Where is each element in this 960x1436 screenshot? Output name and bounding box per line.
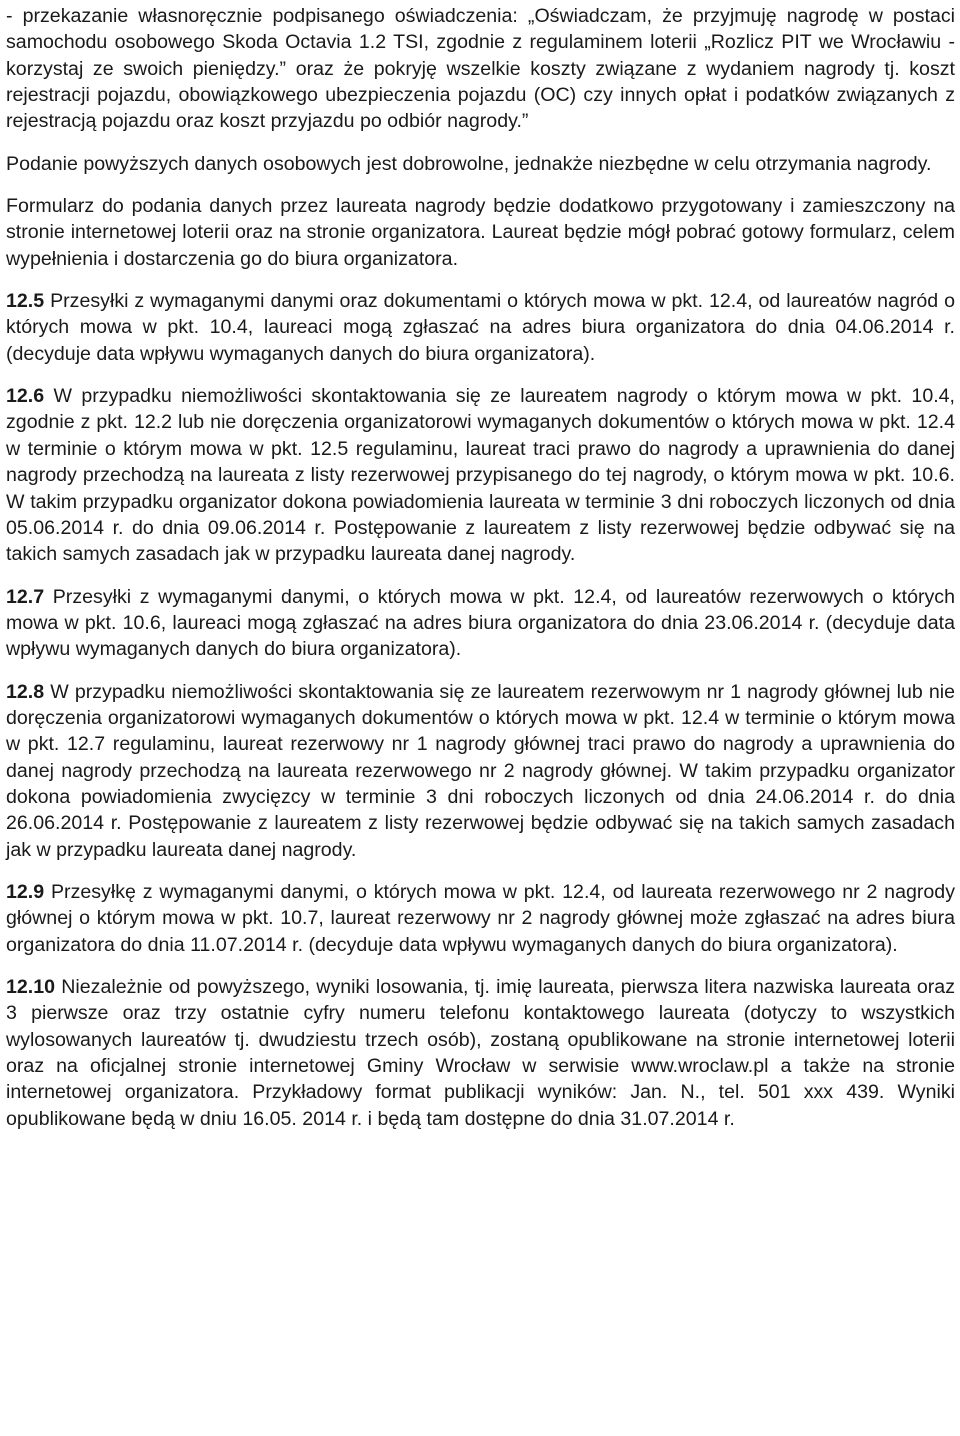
paragraph-text: Podanie powyższych danych osobowych jest dobrowolne, jednakże niezbędne w celu otrzymania nagrody. [6,152,932,175]
section-number: 12.6 [6,385,45,408]
section-12-7 [6,584,955,663]
section-12-6 [6,383,955,567]
section-text: Niezależnie od powyższego, wyniki losowania, tj. imię laureata, pierwsza litera nazwiska laureata oraz 3 pierwsze oraz trzy ostatnie cyfry numeru telefonu kontaktowego laureata (dotyczy to wszystkich wylosowanych laureatów tj. dwudziestu trzech osób), zostaną opublikowane na stronie internetowej loterii oraz na oficjalnej stronie internetowej Gminy Wrocław w serwisie www.wroclaw.pl a także na stronie internetowej organizatora. Przykładowy format publikacji wyników: Jan. N., tel. 501 xxx 439. Wyniki opublikowane będą w dniu 16.05. 2014 r. i będą tam dostępne do dnia 31.07.2014 r. [6,976,955,1130]
paragraph-data-voluntary [6,151,955,177]
paragraph-declaration [6,3,955,135]
paragraph-text: - przekazanie własnoręcznie podpisanego oświadczenia: „Oświadczam, że przyjmuję nagrodę w postaci samochodu osobowego Skoda Octavia 1.2 TSI, zgodnie z regulaminem loterii „Rozlicz PIT we Wrocławiu - korzystaj ze swoich pieniędzy.” oraz że pokryję wszelkie koszty związane z wydaniem nagrody tj. koszt rejestracji pojazdu, obowiązkowego ubezpieczenia pojazdu (OC) czy innych opłat i podatków związanych z rejestracją pojazdu oraz koszt przyjazdu po odbiór nagrody.” [6,5,955,133]
section-text: W przypadku niemożliwości skontaktowania się ze laureatem rezerwowym nr 1 nagrody głównej lub nie doręczenia organizatorowi wymaganych dokumentów o których mowa w pkt. 12.4 w terminie o którym mowa w pkt. 12.7 regulaminu, laureat rezerwowy nr 1 nagrody głównej traci prawo do nagrody a uprawnienia do danej nagrody przechodzą na laureata rezerwowego nr 2 nagrody głównej. W takim przypadku organizator dokona powiadomienia zwycięzcy w terminie 3 dni roboczych liczonych od dnia 24.06.2014 r. do dnia 26.06.2014 r. Postępowanie z laureatem z listy rezerwowej będzie odbywać się na takich samych zasadach jak w przypadku laureata danej nagrody. [6,680,955,861]
section-text: W przypadku niemożliwości skontaktowania się ze laureatem nagrody o którym mowa w pkt. 10.4, zgodnie z pkt. 12.2 lub nie doręczenia organizatorowi wymaganych dokumentów o których mowa w pkt. 12.4 w terminie o którym mowa w pkt. 12.5 regulaminu, laureat traci prawo do nagrody a uprawnienia do danej nagrody przechodzą na laureata z listy rezerwowej przypisanego do tej nagrody, o którym mowa w pkt. 10.6. W takim przypadku organizator dokona powiadomienia laureata w terminie 3 dni roboczych liczonych od dnia 05.06.2014 r. do dnia 09.06.2014 r. Postępowanie z laureatem z listy rezerwowej będzie odbywać się na takich samych zasadach jak w przypadku laureata danej nagrody. [6,385,955,566]
section-number: 12.9 [6,880,45,903]
section-text: Przesyłkę z wymaganymi danymi, o których mowa w pkt. 12.4, od laureata rezerwowego nr 2 nagrody głównej o którym mowa w pkt. 10.7, laureat rezerwowy nr 2 nagrody głównej może zgłaszać na adres biura organizatora do dnia 11.07.2014 r. (decyduje data wpływu wymaganych danych do biura organizatora). [6,880,955,956]
paragraph-form-info [6,193,955,272]
section-number: 12.7 [6,585,45,608]
section-12-10 [6,974,955,1132]
paragraph-text: Formularz do podania danych przez laureata nagrody będzie dodatkowo przygotowany i zamieszczony na stronie internetowej loterii oraz na stronie organizatora. Laureat będzie mógł pobrać gotowy formularz, celem wypełnienia i dostarczenia go do biura organizatora. [6,195,955,270]
section-number: 12.5 [6,290,45,313]
section-text: Przesyłki z wymaganymi danymi, o których mowa w pkt. 12.4, od laureatów rezerwowych o których mowa w pkt. 10.6, laureaci mogą zgłaszać na adres biura organizatora do dnia 23.06.2014 r. (decyduje data wpływu wymaganych danych do biura organizatora). [6,585,955,661]
section-12-8 [6,679,955,863]
section-number: 12.8 [6,680,45,703]
document-page [6,3,955,1132]
section-12-9 [6,879,955,958]
section-text: Przesyłki z wymaganymi danymi oraz dokumentami o których mowa w pkt. 12.4, od laureatów nagród o których mowa w pkt. 10.4, laureaci mogą zgłaszać na adres biura organizatora do dnia 04.06.2014 r. (decyduje data wpływu wymaganych danych do biura organizatora). [6,290,955,365]
section-12-5 [6,288,955,367]
section-number: 12.10 [6,976,56,998]
